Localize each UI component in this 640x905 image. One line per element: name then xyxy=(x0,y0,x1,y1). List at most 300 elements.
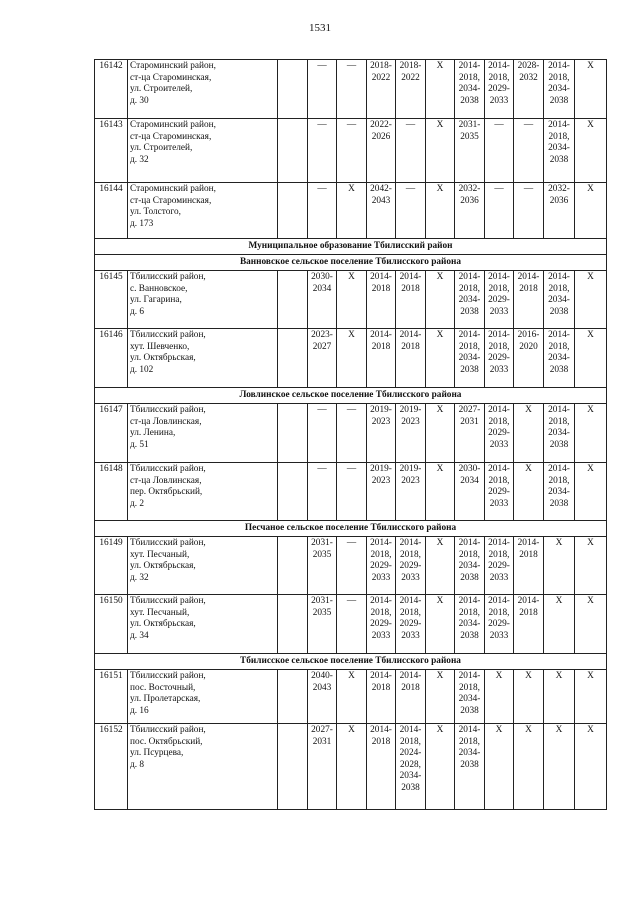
cell-text: X xyxy=(436,538,444,548)
cell-text: 2038 xyxy=(460,630,479,641)
cell-text: 2014- xyxy=(488,330,510,340)
work-period-cell xyxy=(455,595,485,654)
address-line: д. 102 xyxy=(130,364,154,375)
address-line: д. 16 xyxy=(130,705,149,716)
cell-text: 2040- xyxy=(311,671,333,681)
cell-text: 2028, xyxy=(400,759,421,770)
work-period-cell xyxy=(575,537,607,595)
cell-text: 2014- xyxy=(370,596,392,606)
address-line: Тбилисский район, xyxy=(130,405,206,415)
work-period-cell xyxy=(337,537,367,595)
address-line: Тбилисский район, xyxy=(130,596,206,606)
record-number: 16142 xyxy=(95,60,128,119)
address-line: хут. Шевченко, xyxy=(130,341,190,352)
table-row xyxy=(95,60,607,119)
address-line: ул. Строителей, xyxy=(130,84,193,95)
address-cell xyxy=(128,183,278,239)
work-period-cell xyxy=(278,724,308,810)
work-period-cell xyxy=(426,119,455,183)
cell-text: 2031- xyxy=(311,596,333,606)
work-period-cell xyxy=(575,595,607,654)
cell-text: 2029- xyxy=(399,619,422,630)
address-line: ул. Пролетарская, xyxy=(130,694,201,705)
work-period-cell xyxy=(514,329,544,388)
address-cell xyxy=(128,271,278,329)
address-line: пос. Восточный, xyxy=(130,682,196,693)
cell-text: — xyxy=(317,405,327,415)
cell-text: — xyxy=(346,405,357,415)
cell-text: X xyxy=(436,464,444,474)
cell-text: 2031 xyxy=(312,736,332,747)
work-period-cell xyxy=(278,119,308,183)
cell-text: 2014- xyxy=(458,61,481,71)
cell-text: — xyxy=(523,184,534,194)
record-number: 16152 xyxy=(95,724,128,810)
cell-text: 2029- xyxy=(488,487,510,498)
work-period-cell xyxy=(485,329,514,388)
cell-text: 2033 xyxy=(401,630,420,641)
work-period-cell xyxy=(278,595,308,654)
cell-text: 2014- xyxy=(370,671,392,681)
address-line: д. 173 xyxy=(130,218,154,229)
work-period-cell xyxy=(367,183,396,239)
cell-text: 2022 xyxy=(401,72,420,83)
cell-text: 2034- xyxy=(548,143,570,154)
work-period-cell xyxy=(455,537,485,595)
cell-text: 2014- xyxy=(488,405,510,415)
cell-text: X xyxy=(525,464,532,474)
address-line: ст-ца Староминская, xyxy=(130,72,212,83)
work-period-cell xyxy=(426,595,455,654)
work-period-cell xyxy=(278,271,308,329)
work-period-cell xyxy=(426,271,455,329)
cell-text: 2018, xyxy=(548,72,570,83)
cell-text: 2033 xyxy=(489,364,509,375)
cell-text: X xyxy=(436,120,444,130)
cell-text: 2014- xyxy=(517,538,540,548)
address-line: ул. Октябрьская, xyxy=(130,561,196,572)
work-period-cell xyxy=(337,119,367,183)
cell-text: 2018 xyxy=(371,682,391,693)
work-period-cell xyxy=(455,60,485,119)
cell-text: 2014- xyxy=(548,272,570,282)
address-cell xyxy=(128,404,278,463)
work-period-cell xyxy=(396,60,426,119)
cell-text: 2027 xyxy=(312,341,332,352)
cell-text: 2018 xyxy=(401,283,420,294)
cell-text: 2018, xyxy=(459,736,480,747)
section-title: Ловлинское сельское поселение Тбилисского района xyxy=(95,388,607,404)
cell-text: 2029- xyxy=(488,561,510,572)
cell-text: 2029- xyxy=(370,619,392,630)
work-period-cell xyxy=(396,670,426,724)
work-period-cell xyxy=(426,183,455,239)
address-line: Староминский район, xyxy=(130,61,216,71)
work-period-cell xyxy=(514,271,544,329)
cell-text: 2027- xyxy=(311,725,333,735)
cell-text: 2018 xyxy=(371,736,391,747)
cell-text: 2018, xyxy=(548,283,570,294)
cell-text: 2014- xyxy=(548,405,570,415)
work-period-cell xyxy=(514,183,544,239)
cell-text: 2033 xyxy=(401,572,420,583)
cell-text: X xyxy=(436,184,444,194)
work-period-cell xyxy=(544,404,575,463)
cell-text: — xyxy=(317,61,327,71)
cell-text: — xyxy=(317,184,327,194)
section-title: Тбилисское сельское поселение Тбилисского района xyxy=(95,654,607,670)
cell-text: 2043 xyxy=(312,682,332,693)
address-line: пос. Октябрьский, xyxy=(130,736,203,747)
address-line: Тбилисский район, xyxy=(130,671,206,681)
record-number: 16149 xyxy=(95,537,128,595)
work-period-cell xyxy=(544,60,575,119)
table-row xyxy=(95,329,607,388)
work-period-cell xyxy=(367,271,396,329)
cell-text: 2014- xyxy=(548,464,570,474)
cell-text: 2018- xyxy=(370,61,392,71)
work-period-cell xyxy=(485,537,514,595)
work-period-cell xyxy=(308,537,337,595)
work-period-cell xyxy=(337,404,367,463)
address-cell xyxy=(128,670,278,724)
cell-text: 2018, xyxy=(548,475,570,486)
cell-text: X xyxy=(348,330,355,340)
work-period-cell xyxy=(514,463,544,521)
section-header-row xyxy=(95,654,607,670)
work-period-cell xyxy=(575,183,607,239)
cell-text: — xyxy=(523,120,534,130)
address-line: ул. Октябрьская, xyxy=(130,619,196,630)
work-period-cell xyxy=(544,271,575,329)
work-period-cell xyxy=(514,595,544,654)
cell-text: 2018, xyxy=(488,283,510,294)
cell-text: 2031 xyxy=(460,416,479,427)
work-period-cell xyxy=(575,463,607,521)
table-row xyxy=(95,463,607,521)
address-cell xyxy=(128,595,278,654)
cell-text: 2018, xyxy=(488,72,510,83)
cell-text: 2034- xyxy=(458,84,481,95)
cell-text: X xyxy=(587,464,594,474)
work-period-cell xyxy=(544,595,575,654)
cell-text: X xyxy=(348,725,355,735)
work-period-cell xyxy=(455,271,485,329)
cell-text: 2014- xyxy=(517,272,540,282)
cell-text: 2018, xyxy=(459,549,480,560)
table-row xyxy=(95,670,607,724)
cell-text: 2019- xyxy=(399,464,422,474)
cell-text: 2027- xyxy=(458,405,481,415)
work-period-cell xyxy=(367,404,396,463)
cell-text: 2035 xyxy=(312,549,332,560)
cell-text: 2033 xyxy=(371,630,391,641)
work-period-cell xyxy=(308,670,337,724)
cell-text: 2032 xyxy=(519,72,538,83)
work-period-cell xyxy=(337,183,367,239)
work-period-cell xyxy=(426,463,455,521)
record-number: 16145 xyxy=(95,271,128,329)
work-period-cell xyxy=(514,60,544,119)
work-period-cell xyxy=(575,329,607,388)
cell-text: 2020 xyxy=(519,341,538,352)
address-line: Тбилисский район, xyxy=(130,538,206,548)
cell-text: 2014- xyxy=(548,120,570,130)
work-period-cell xyxy=(337,463,367,521)
cell-text: — xyxy=(494,120,504,130)
address-line: д. 6 xyxy=(130,306,145,317)
cell-text: 2038 xyxy=(460,572,479,583)
cell-text: X xyxy=(436,405,444,415)
section-header-row xyxy=(95,388,607,404)
cell-text: X xyxy=(436,725,444,735)
cell-text: 2018, xyxy=(459,607,480,618)
table-row xyxy=(95,119,607,183)
cell-text: — xyxy=(346,464,357,474)
work-period-cell xyxy=(455,670,485,724)
work-period-cell xyxy=(367,329,396,388)
cell-text: 2018, xyxy=(459,283,480,294)
cell-text: 2018 xyxy=(401,341,420,352)
work-period-cell xyxy=(575,119,607,183)
cell-text: X xyxy=(525,671,532,681)
cell-text: 2029- xyxy=(370,561,392,572)
work-period-cell xyxy=(278,463,308,521)
address-line: д. 51 xyxy=(130,439,149,450)
cell-text: 2018, xyxy=(548,416,570,427)
work-period-cell xyxy=(575,60,607,119)
cell-text: 2038 xyxy=(549,364,569,375)
work-period-cell xyxy=(367,595,396,654)
cell-text: 2036 xyxy=(460,195,479,206)
address-cell xyxy=(128,119,278,183)
cell-text: 2038 xyxy=(549,95,569,106)
record-number: 16146 xyxy=(95,329,128,388)
cell-text: 2014- xyxy=(458,671,481,681)
cell-text: — xyxy=(346,120,357,130)
work-period-cell xyxy=(485,595,514,654)
work-period-cell xyxy=(426,537,455,595)
work-period-cell xyxy=(396,119,426,183)
section-header-row xyxy=(95,255,607,271)
cell-text: 2014- xyxy=(399,272,422,282)
cell-text: 2023 xyxy=(371,475,391,486)
cell-text: 2034- xyxy=(548,487,570,498)
cell-text: 2018, xyxy=(370,549,392,560)
record-number: 16148 xyxy=(95,463,128,521)
work-period-cell xyxy=(575,271,607,329)
work-period-cell xyxy=(337,60,367,119)
cell-text: X xyxy=(348,184,355,194)
cell-text: 2034- xyxy=(548,353,570,364)
record-number: 16143 xyxy=(95,119,128,183)
cell-text: 2023 xyxy=(401,416,420,427)
cell-text: 2032- xyxy=(548,184,570,194)
work-period-cell xyxy=(367,670,396,724)
cell-text: 2019- xyxy=(370,464,392,474)
work-period-cell xyxy=(485,183,514,239)
work-period-cell xyxy=(396,183,426,239)
work-period-cell xyxy=(396,404,426,463)
table-row xyxy=(95,271,607,329)
cell-text: 2014- xyxy=(458,538,481,548)
cell-text: 2038 xyxy=(460,705,479,716)
cell-text: 2018 xyxy=(519,549,538,560)
cell-text: 2014- xyxy=(488,61,510,71)
cell-text: 2029- xyxy=(488,619,510,630)
address-line: ул. Гагарина, xyxy=(130,295,182,306)
cell-text: 2022 xyxy=(371,72,391,83)
cell-text: 2018, xyxy=(548,131,570,142)
cell-text: 2018, xyxy=(459,72,480,83)
cell-text: X xyxy=(525,405,532,415)
cell-text: 2019- xyxy=(370,405,392,415)
cell-text: 2014- xyxy=(488,538,510,548)
section-title: Песчаное сельское поселение Тбилисского района xyxy=(95,521,607,537)
work-period-cell xyxy=(308,595,337,654)
cell-text: 2038 xyxy=(460,759,479,770)
address-line: д. 2 xyxy=(130,498,145,509)
work-period-cell xyxy=(485,119,514,183)
work-period-cell xyxy=(308,271,337,329)
cell-text: 2030- xyxy=(458,464,481,474)
section-header-row xyxy=(95,239,607,255)
work-period-cell xyxy=(544,724,575,810)
cell-text: 2014- xyxy=(548,330,570,340)
cell-text: 2014- xyxy=(488,596,510,606)
cell-text: 2032- xyxy=(458,184,481,194)
address-line: ст-ца Староминская, xyxy=(130,131,212,142)
address-cell xyxy=(128,463,278,521)
work-period-cell xyxy=(485,670,514,724)
cell-text: X xyxy=(436,330,444,340)
cell-text: 2026 xyxy=(371,131,391,142)
cell-text: 2038 xyxy=(460,95,479,106)
cell-text: 2038 xyxy=(460,306,479,317)
cell-text: — xyxy=(405,120,416,130)
cell-text: 2033 xyxy=(371,572,391,583)
cell-text: 2014- xyxy=(399,330,422,340)
cell-text: 2018, xyxy=(488,341,510,352)
address-line: Староминский район, xyxy=(130,184,216,194)
cell-text: X xyxy=(436,596,444,606)
cell-text: X xyxy=(555,671,563,681)
address-line: Староминский район, xyxy=(130,120,216,130)
cell-text: 2028- xyxy=(517,61,540,71)
cell-text: 2018, xyxy=(488,475,510,486)
cell-text: X xyxy=(587,61,594,71)
cell-text: 2034- xyxy=(399,771,422,782)
cell-text: 2035 xyxy=(312,607,332,618)
address-line: Тбилисский район, xyxy=(130,330,206,340)
cell-text: X xyxy=(587,538,594,548)
address-line: хут. Песчаный, xyxy=(130,549,190,560)
cell-text: 2018 xyxy=(401,682,420,693)
work-period-cell xyxy=(337,271,367,329)
cell-text: — xyxy=(317,120,327,130)
work-period-cell xyxy=(455,183,485,239)
table-row xyxy=(95,724,607,810)
work-period-cell xyxy=(367,119,396,183)
address-line: д. 32 xyxy=(130,154,149,165)
cell-text: 2016- xyxy=(517,330,540,340)
work-period-cell xyxy=(514,724,544,810)
work-period-cell xyxy=(396,271,426,329)
cell-text: 2029- xyxy=(488,84,510,95)
work-period-cell xyxy=(396,537,426,595)
cell-text: X xyxy=(495,671,503,681)
page-number: 1531 xyxy=(309,22,331,34)
cell-text: 2018, xyxy=(459,341,480,352)
housing-register-table xyxy=(94,59,607,810)
cell-text: 2014- xyxy=(399,596,422,606)
work-period-cell xyxy=(278,404,308,463)
cell-text: X xyxy=(436,671,444,681)
work-period-cell xyxy=(455,329,485,388)
cell-text: X xyxy=(436,61,444,71)
cell-text: X xyxy=(587,725,594,735)
address-line: пер. Октябрьский, xyxy=(130,487,203,498)
section-title: Ванновское сельское поселение Тбилисского района xyxy=(95,255,607,271)
work-period-cell xyxy=(455,724,485,810)
cell-text: 2038 xyxy=(460,364,479,375)
cell-text: X xyxy=(587,330,594,340)
work-period-cell xyxy=(337,724,367,810)
cell-text: X xyxy=(587,184,594,194)
cell-text: 2014- xyxy=(458,725,481,735)
cell-text: 2022- xyxy=(370,120,392,130)
cell-text: — xyxy=(346,596,357,606)
cell-text: 2018, xyxy=(488,607,510,618)
address-line: ст-ца Ловлинская, xyxy=(130,416,202,427)
work-period-cell xyxy=(367,463,396,521)
work-period-cell xyxy=(278,329,308,388)
cell-text: X xyxy=(587,671,594,681)
cell-text: 2014- xyxy=(370,330,392,340)
address-line: ул. Толстого, xyxy=(130,207,181,218)
address-line: Тбилисский район, xyxy=(130,464,206,474)
address-line: ул. Псурцева, xyxy=(130,748,184,759)
work-period-cell xyxy=(544,183,575,239)
work-period-cell xyxy=(426,724,455,810)
cell-text: 2034- xyxy=(458,353,481,364)
work-period-cell xyxy=(367,60,396,119)
cell-text: 2034 xyxy=(312,283,332,294)
cell-text: 2033 xyxy=(489,498,509,509)
work-period-cell xyxy=(485,271,514,329)
cell-text: 2014- xyxy=(458,596,481,606)
cell-text: 2038 xyxy=(549,439,569,450)
cell-text: 2014- xyxy=(399,725,422,735)
cell-text: 2038 xyxy=(549,306,569,317)
cell-text: 2018, xyxy=(488,549,510,560)
address-cell xyxy=(128,537,278,595)
work-period-cell xyxy=(396,724,426,810)
cell-text: 2014- xyxy=(488,464,510,474)
cell-text: 2014- xyxy=(399,671,422,681)
cell-text: 2034- xyxy=(458,619,481,630)
work-period-cell xyxy=(485,724,514,810)
work-period-cell xyxy=(514,119,544,183)
cell-text: 2035 xyxy=(460,131,479,142)
cell-text: 2034 xyxy=(460,475,479,486)
work-period-cell xyxy=(308,724,337,810)
cell-text: 2029- xyxy=(488,295,510,306)
address-line: ул. Ленина, xyxy=(130,428,176,439)
cell-text: X xyxy=(555,538,563,548)
cell-text: 2023 xyxy=(401,475,420,486)
work-period-cell xyxy=(514,537,544,595)
